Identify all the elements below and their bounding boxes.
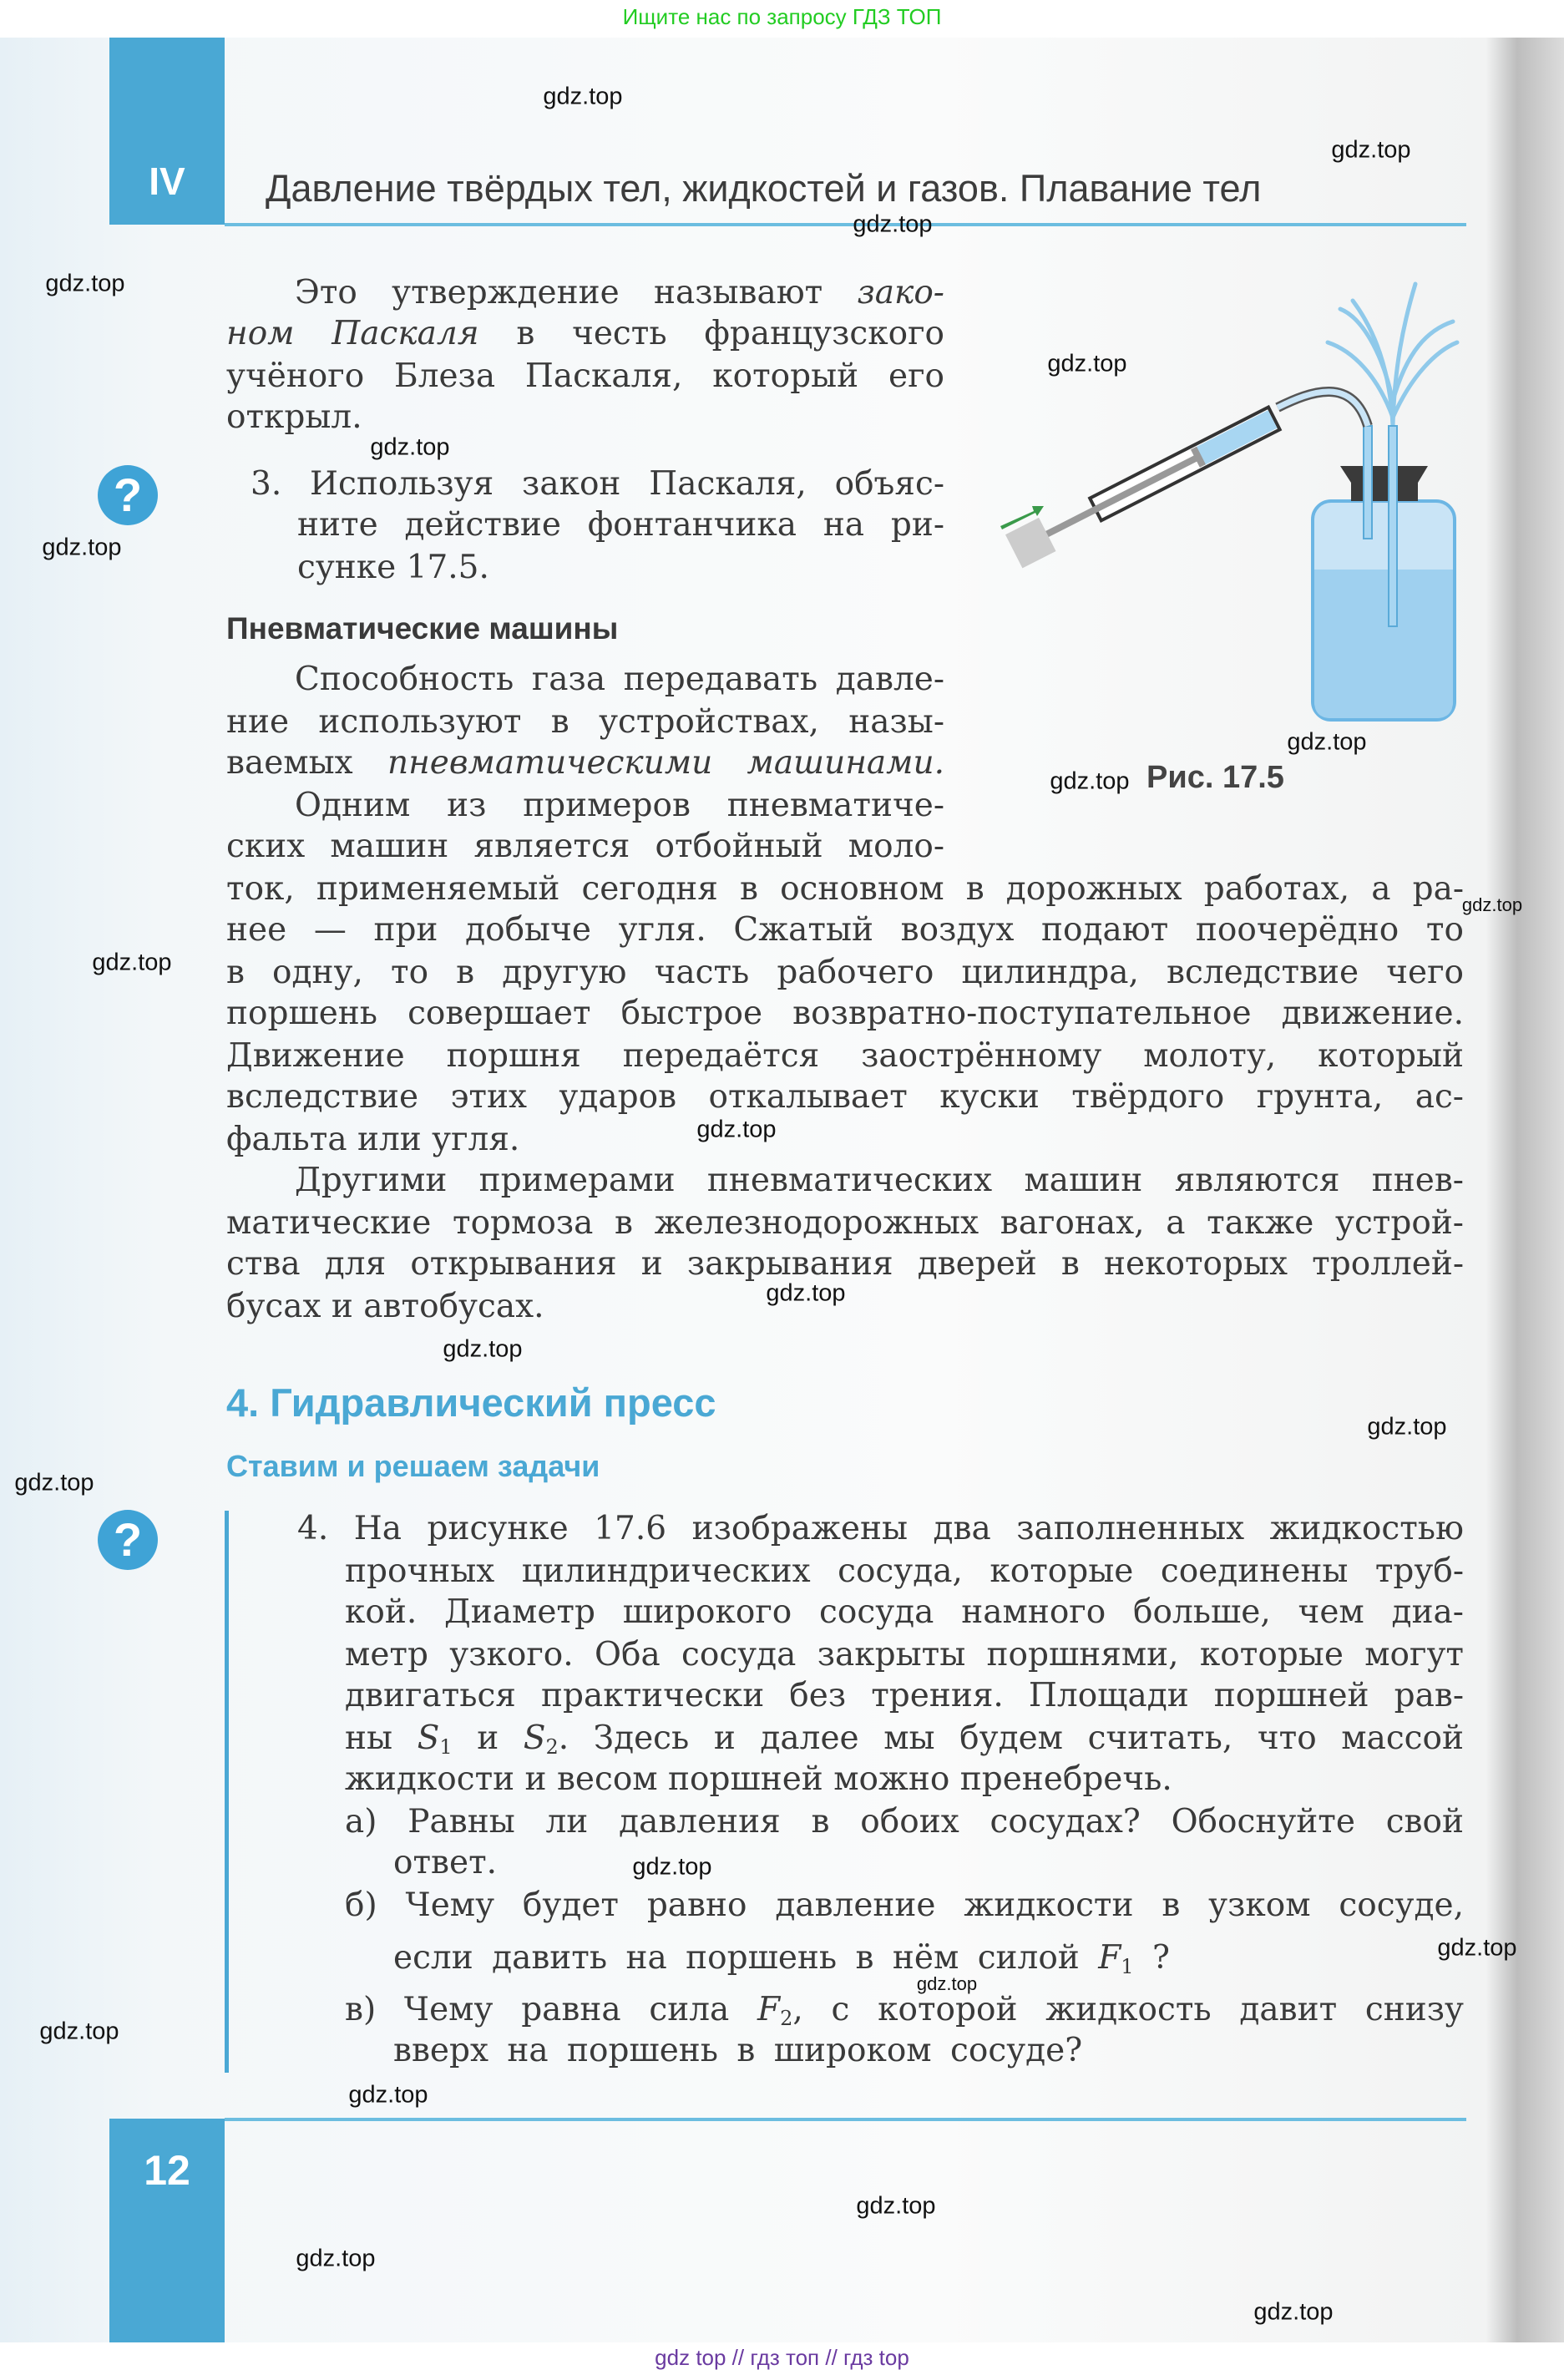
- stopper: [1340, 466, 1428, 501]
- figure-caption: Рис. 17.5: [1146, 760, 1284, 795]
- watermark: gdz.top: [853, 210, 933, 238]
- task-line: жидкости и весом поршней можно пренебречь.: [345, 1760, 1172, 1798]
- text-line: поршень совершает быстрое возвратно-поступательное движение.: [226, 995, 1464, 1032]
- text-line: вследствие этих ударов откалывает куски твёрдого грунта, ас-: [226, 1078, 1464, 1116]
- watermark: gdz.top: [696, 1116, 777, 1143]
- text-line: ток, применяемый сегодня в основном в дорожных работах, а ра-: [226, 870, 1464, 908]
- watermark: gdz.top: [370, 433, 450, 461]
- task-line: а) Равны ли давления в обоих сосудах? Обоснуйте свой: [345, 1803, 1464, 1841]
- watermark: gdz.top: [543, 83, 623, 110]
- text-line: учёного Блеза Паскаля, который его: [226, 357, 944, 395]
- text-line: ства для открывания и закрывания дверей в некоторых троллей-: [226, 1245, 1464, 1283]
- task-line: 4. На рисунке 17.6 изображены два заполненных жидкостью: [297, 1510, 1464, 1547]
- task-line: если давить на поршень в нём силой $F_1$ ?: [393, 1939, 1170, 1978]
- footer-divider: [225, 2118, 1466, 2121]
- watermark: gdz.top: [1050, 767, 1130, 795]
- watermark: gdz.top: [1047, 350, 1127, 377]
- syringe: [1005, 402, 1283, 568]
- task-line: кой. Диаметр широкого сосуда намного больше, чем диа-: [345, 1593, 1464, 1631]
- watermark: gdz.top: [14, 1469, 94, 1496]
- chapter-title: Давление твёрдых тел, жидкостей и газов. Плавание тел: [266, 167, 1262, 210]
- text-line: Это утверждение называют зако-: [295, 274, 944, 311]
- task-line: двигаться практически без трения. Площади поршней рав-: [345, 1677, 1464, 1714]
- question-line: сунке 17.5.: [297, 549, 489, 586]
- text-line: в одну, то в другую часть рабочего цилиндра, вследствие чего: [226, 954, 1464, 991]
- watermark: gdz.top: [1437, 1934, 1517, 1962]
- text-line: ских машин является отбойный моло-: [226, 828, 944, 865]
- watermark: gdz.top: [1331, 136, 1411, 164]
- watermark: gdz.top: [39, 2018, 119, 2045]
- task-border: [225, 1511, 229, 2073]
- watermark: gdz.top: [916, 1973, 978, 1994]
- task-line: метр узкого. Оба сосуда закрыты поршнями, которые могут: [345, 1636, 1464, 1674]
- task-line: б) Чему будет равно давление жидкости в узком сосуде,: [345, 1886, 1464, 1924]
- watermark: gdz.top: [1287, 728, 1367, 756]
- section-heading: 4. Гидравлический пресс: [226, 1380, 716, 1425]
- task-line: в) Чему равна сила $F_2$, с которой жидкость давит снизу: [345, 1991, 1464, 2030]
- watermark: gdz.top: [856, 2192, 936, 2220]
- question-icon: ?: [98, 465, 158, 525]
- watermark: gdz.top: [632, 1853, 712, 1881]
- watermark: gdz.top: [92, 949, 172, 976]
- search-banner[interactable]: Ищите нас по запросу ГДЗ ТОП: [0, 0, 1564, 38]
- task-line: прочных цилиндрических сосуда, которые соединены труб-: [345, 1552, 1464, 1590]
- fountain-figure: [960, 251, 1545, 835]
- watermark: gdz.top: [45, 270, 125, 297]
- text-line: матические тормоза в железнодорожных вагонах, а также устрой-: [226, 1204, 1464, 1242]
- watermark: gdz.top: [348, 2081, 428, 2109]
- text-line: ние используют в устройствах, назы-: [226, 703, 944, 741]
- text-line: Способность газа передавать давле-: [295, 661, 944, 698]
- chapter-number: IV: [149, 160, 185, 203]
- subsection-heading: Ставим и решаем задачи: [226, 1449, 600, 1483]
- footer-links[interactable]: gdz top // гдз топ // гдз top: [655, 2345, 909, 2370]
- watermark: gdz.top: [1253, 2298, 1334, 2326]
- task-line: вверх на поршень в широком сосуде?: [393, 2032, 1083, 2069]
- question-line: 3. Используя закон Паскаля, объяс-: [251, 465, 944, 503]
- page-number: 12: [144, 2147, 190, 2194]
- text-line: фальта или угля.: [226, 1121, 520, 1158]
- watermark: gdz.top: [296, 2245, 376, 2272]
- header-divider: [225, 223, 1466, 226]
- question-line: ните действие фонтанчика на ри-: [297, 506, 944, 544]
- text-line: бусах и автобусах.: [226, 1288, 544, 1325]
- watermark: gdz.top: [766, 1279, 846, 1307]
- water-jets: [1328, 284, 1457, 426]
- text-line: ном Паскаля в честь французского: [226, 315, 944, 352]
- text-line: Движение поршня передаётся заострённому молоту, который: [226, 1037, 1464, 1075]
- watermark: gdz.top: [443, 1335, 523, 1363]
- task-line: ответ.: [393, 1844, 498, 1881]
- text-line: открыл.: [226, 398, 362, 436]
- text-line: Другими примерами пневматических машин являются пнев-: [295, 1162, 1464, 1199]
- watermark: gdz.top: [42, 534, 122, 561]
- text-line: ваемых пневматическими машинами.: [226, 744, 944, 782]
- question-icon: ?: [98, 1510, 158, 1570]
- watermark: gdz.top: [1367, 1413, 1447, 1441]
- watermark: gdz.top: [1461, 894, 1523, 915]
- tube: [1278, 392, 1368, 426]
- task-line: ны $S_1$ и $S_2$. Здесь и далее мы будем считать, что массой: [345, 1719, 1464, 1759]
- text-line: Одним из примеров пневматиче-: [295, 787, 944, 824]
- section-heading: Пневматические машины: [226, 611, 619, 646]
- text-line: нее — при добыче угля. Сжатый воздух подают поочерёдно то: [226, 911, 1464, 949]
